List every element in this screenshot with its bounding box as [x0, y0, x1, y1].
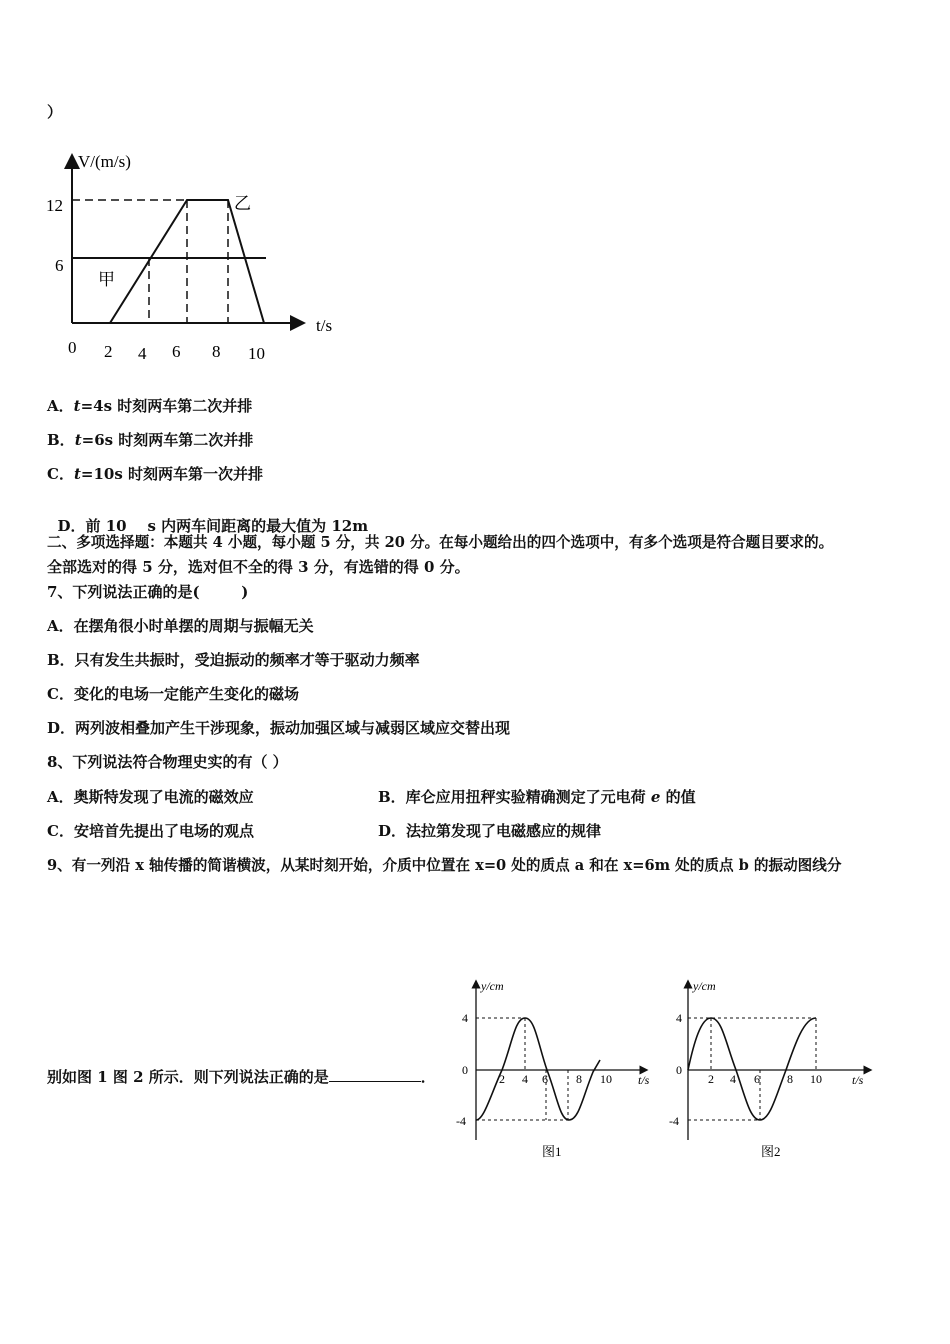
vt-xlabel: t/s: [316, 316, 333, 335]
q7-option-a: A．在摆角很小时单摆的周期与振幅无关: [47, 617, 314, 635]
fig2-ytick-4: 4: [676, 1011, 682, 1025]
fig2-xtick-6: 6: [754, 1072, 760, 1086]
q8-stem: 8、下列说法符合物理史实的有（ ）: [47, 753, 288, 771]
fig1-ytick-neg4: -4: [456, 1114, 466, 1128]
fig2-xtick-2: 2: [708, 1072, 714, 1086]
wave-figure-2: [666, 972, 886, 1162]
fig1-ytick-0: 0: [462, 1063, 468, 1077]
fig1-caption: 图1: [542, 1144, 562, 1159]
vt-xtick-8: 8: [212, 342, 221, 361]
fig2-ylabel: y/cm: [693, 979, 716, 993]
vt-graph: [40, 145, 360, 375]
vt-xtick-2: 2: [104, 342, 113, 361]
q9-continuation: 别如图 1 图 2 所示．则下列说法正确的是 ．: [47, 1068, 436, 1086]
vt-ylabel: V/(m/s): [78, 152, 131, 171]
fig2-ytick-0: 0: [676, 1063, 682, 1077]
fig1-xtick-8: 8: [576, 1072, 582, 1086]
fig1-xlabel: t/s: [638, 1073, 650, 1087]
top-fragment: ）: [47, 103, 63, 121]
fig1-xtick-2: 2: [499, 1072, 505, 1086]
wave-figure-1: [448, 972, 663, 1162]
q7-option-c: C．变化的电场一定能产生变化的磁场: [47, 685, 299, 703]
q8-option-d: D．法拉第发现了电磁感应的规律: [378, 822, 602, 840]
fig1-xtick-4: 4: [522, 1072, 528, 1086]
q9-stem: 9、有一列沿 x 轴传播的简谐横波，从某时刻开始，介质中位置在 x=0 处的质点 a 和在 x=6m 处的质点 b 的振动图线分: [47, 857, 842, 874]
section2-line1: 二、多项选择题：本题共 4 小题，每小题 5 分，共 20 分。在每小题给出的四个选项中，有多个选项是符合题目要求的。: [47, 534, 834, 551]
vt-xtick-6: 6: [172, 342, 181, 361]
fig2-xlabel: t/s: [852, 1073, 864, 1087]
fig1-ylabel: y/cm: [481, 979, 504, 993]
fig1-wave: [476, 1018, 600, 1120]
fig2-wave: [688, 1018, 816, 1120]
fig2-caption: 图2: [761, 1144, 781, 1159]
jia-label: 甲: [98, 270, 115, 289]
fig2-xtick-8: 8: [787, 1072, 793, 1086]
q6-option-d: D．前 10 s 内两车间距离的最大值为 12m: [57, 517, 369, 535]
fig2-xtick-4: 4: [730, 1072, 736, 1086]
fig1-ytick-4: 4: [462, 1011, 468, 1025]
q7-option-d: D．两列波相叠加产生干涉现象，振动加强区域与减弱区域应交替出现: [47, 719, 511, 737]
yi-label: 乙: [234, 194, 251, 213]
fig1-xtick-10: 10: [600, 1072, 612, 1086]
q8-option-b: B．库仑应用扭秤实验精确测定了元电荷 e 的值: [378, 788, 696, 806]
q7-stem: 7、下列说法正确的是( ): [47, 583, 249, 601]
q6-option-a: A．t=4s 时刻两车第二次并排: [47, 397, 253, 415]
q6-option-c: C．t=10s 时刻两车第一次并排: [47, 465, 264, 483]
answer-blank: [329, 1067, 421, 1082]
vt-xtick-0: 0: [68, 338, 77, 357]
vt-ytick-12: 12: [46, 196, 63, 215]
fig2-xtick-10: 10: [810, 1072, 822, 1086]
vt-ytick-6: 6: [55, 256, 64, 275]
fig2-ytick-neg4: -4: [669, 1114, 679, 1128]
fig1-xtick-6: 6: [542, 1072, 548, 1086]
q7-option-b: B．只有发生共振时，受迫振动的频率才等于驱动力频率: [47, 651, 420, 669]
section2-line2: 全部选对的得 5 分，选对但不全的得 3 分，有选错的得 0 分。: [47, 558, 470, 576]
q6-option-b: B．t=6s 时刻两车第二次并排: [47, 431, 254, 449]
vt-xtick-10: 10: [248, 344, 265, 363]
q8-option-a: A．奥斯特发现了电流的磁效应: [47, 788, 254, 806]
q8-option-c: C．安培首先提出了电场的观点: [47, 822, 254, 840]
vt-xtick-4: 4: [138, 344, 147, 363]
